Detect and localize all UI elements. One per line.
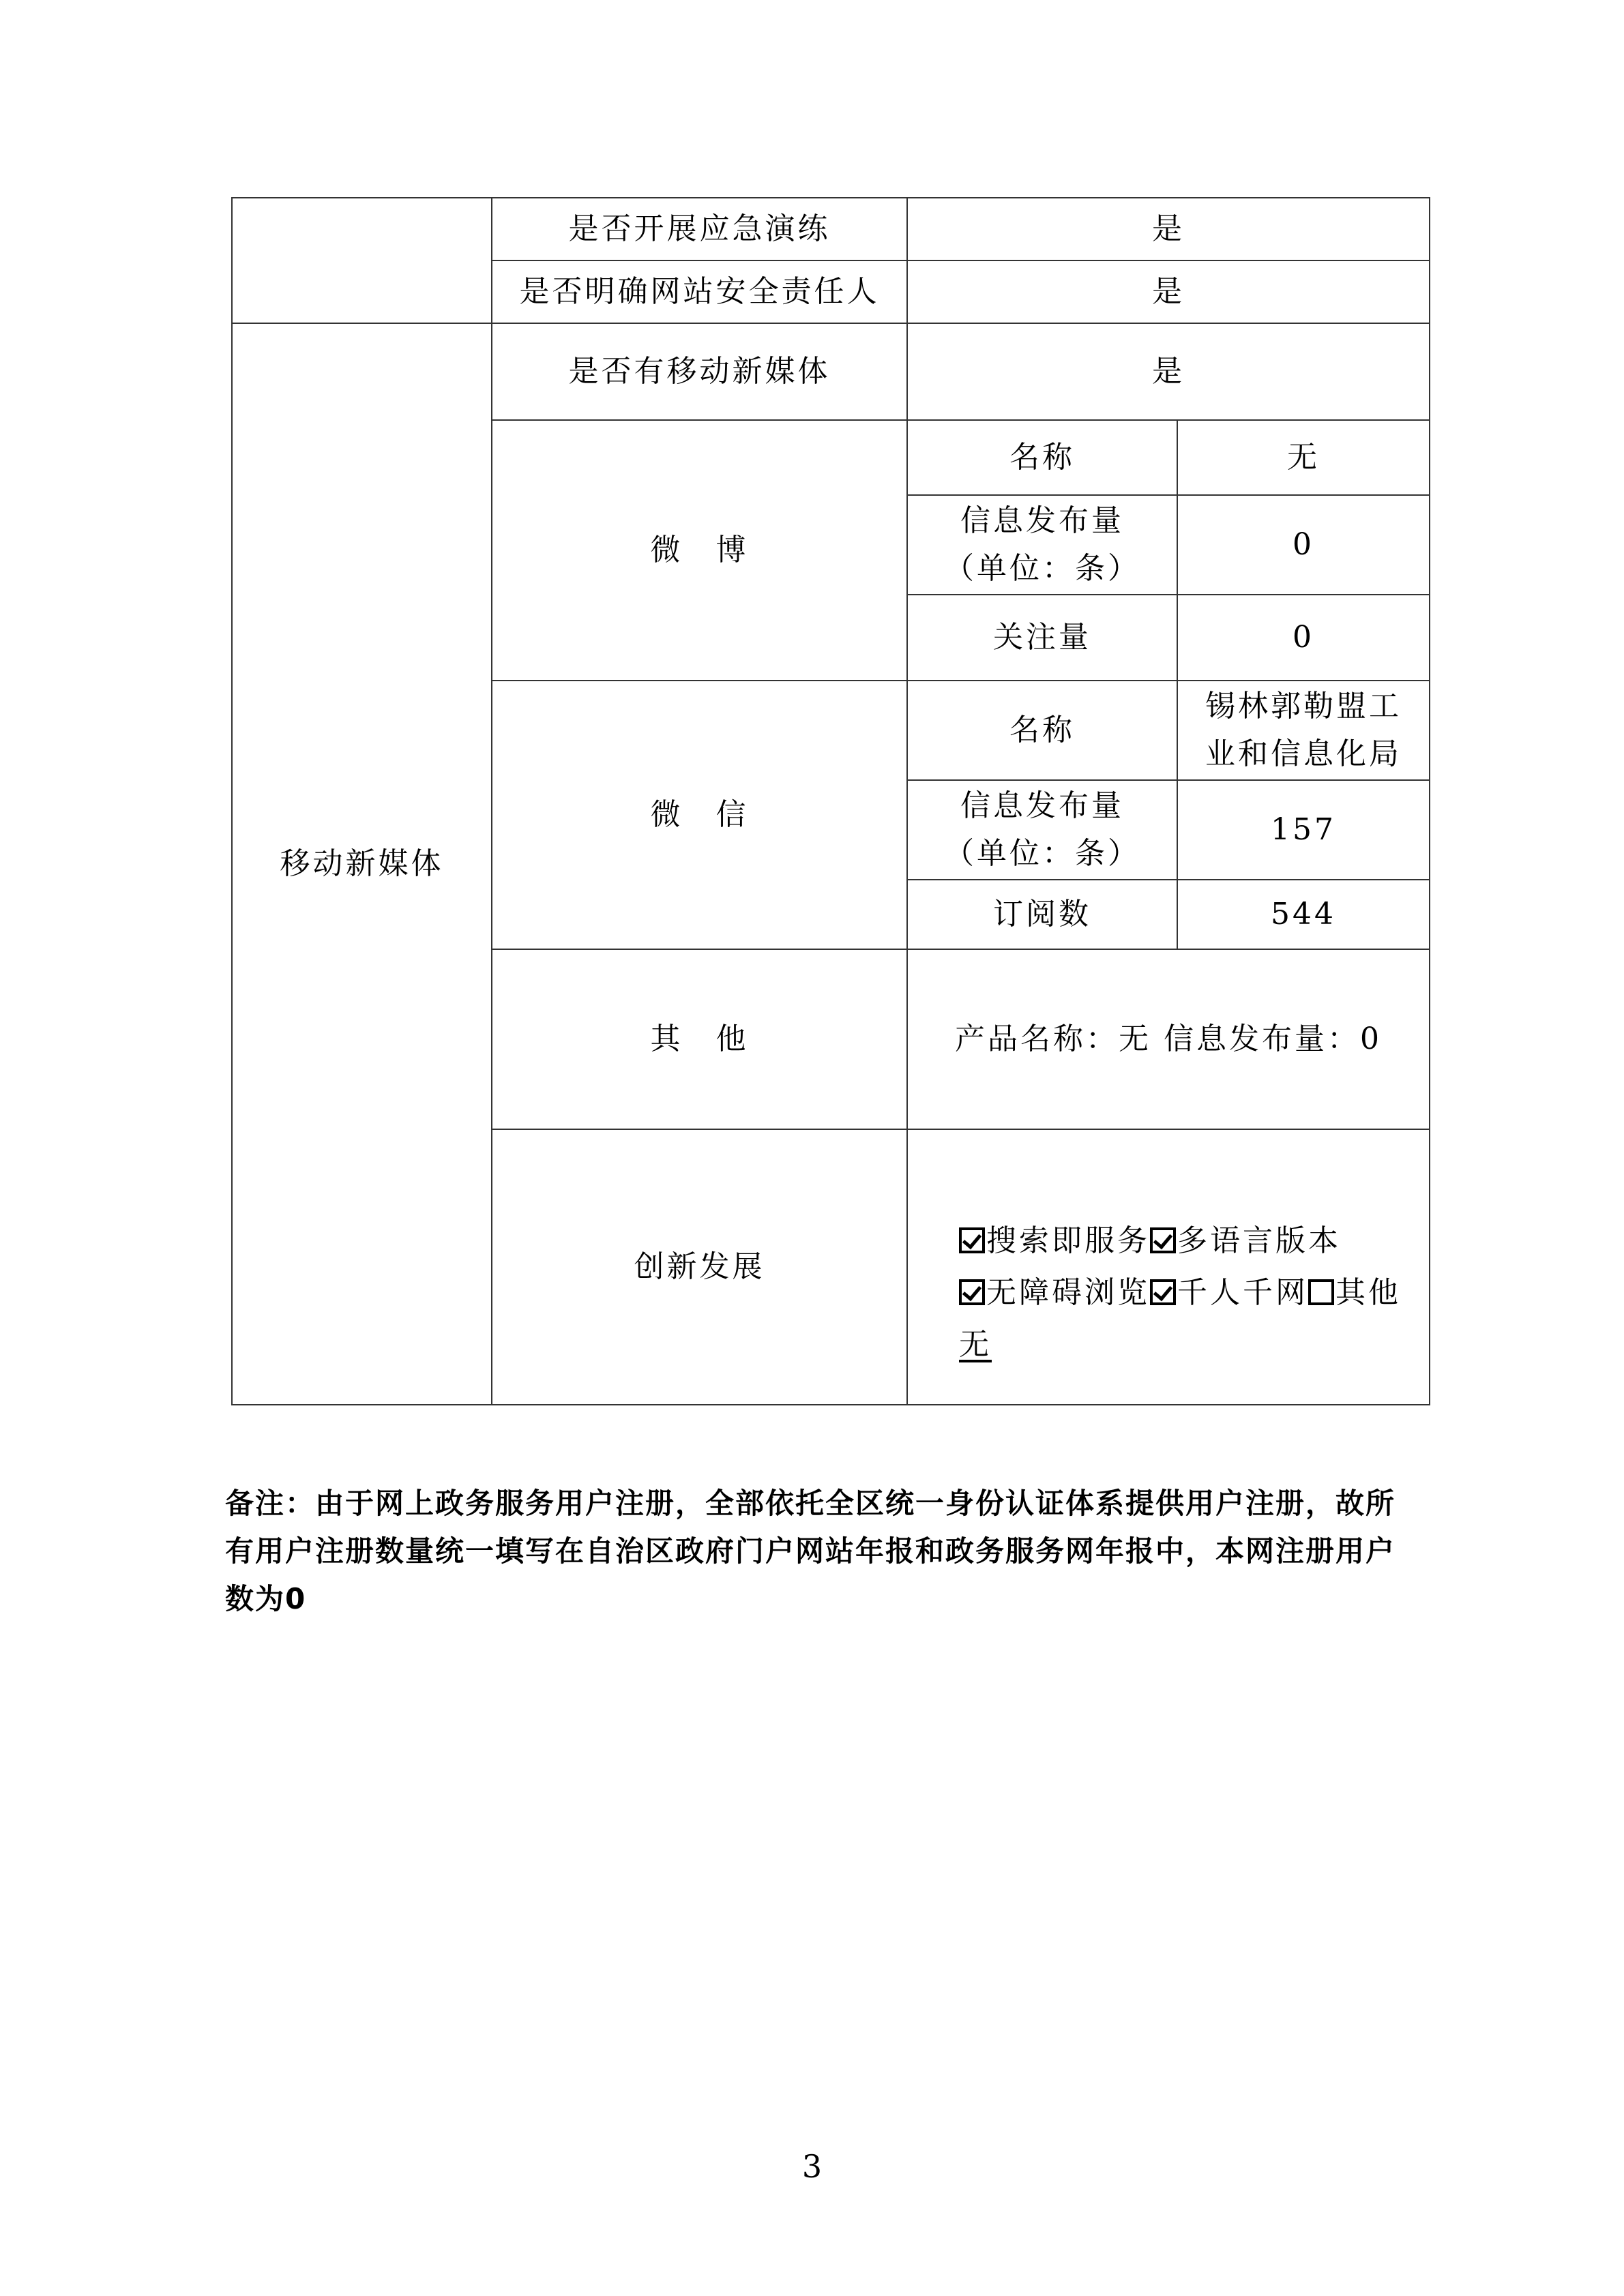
wechat-name-label: 名称 [907,681,1177,780]
drill-label: 是否开展应急演练 [492,198,907,260]
innovation-option-multilang[interactable] [1150,1215,1341,1267]
wechat-name-line1: 锡林郭勒盟工 [1205,689,1402,724]
checkbox-checked-icon[interactable] [959,1279,985,1305]
wechat-name-value [1177,681,1430,780]
security-officer-value: 是 [907,260,1430,323]
wechat-name-line2: 业和信息化局 [1205,736,1402,771]
checkbox-unchecked-icon[interactable] [1308,1279,1334,1305]
mobile-media-section-label: 移动新媒体 [232,323,492,1405]
weibo-label: 微 博 [492,420,907,681]
checkbox-checked-icon[interactable] [1150,1279,1176,1305]
page-number: 3 [801,2148,823,2185]
option-label: 搜索即服务 [986,1223,1150,1258]
wechat-subs-value: 544 [1177,880,1430,949]
wechat-posts-label-line2: （单位：条） [944,836,1140,871]
innovation-other-value: 无 [959,1327,992,1362]
wechat-posts-label-line1: 信息发布量 [960,788,1124,823]
weibo-posts-label [907,495,1177,595]
weibo-followers-value: 0 [1177,595,1430,681]
innovation-option-search[interactable] [959,1215,1150,1267]
drill-value: 是 [907,198,1430,260]
innovation-option-accessibility[interactable] [959,1267,1150,1319]
wechat-posts-value: 157 [1177,780,1430,880]
has-mobile-label: 是否有移动新媒体 [492,323,907,420]
innovation-option-personalized[interactable] [1150,1267,1308,1319]
table-row [232,323,1430,420]
footnote: 备注：由于网上政务服务用户注册，全部依托全区统一身份认证体系提供用户注册，故所有用户注册数量统一填写在自治区政府门户网站年报和政务服务网年报中，本网注册用户数为0 [225,1487,1396,1615]
innovation-option-other[interactable] [1308,1267,1401,1319]
checkbox-checked-icon[interactable] [1150,1227,1176,1253]
checkbox-checked-icon[interactable] [959,1227,985,1253]
weibo-name-label: 名称 [907,420,1177,495]
section-cell-blank [232,198,492,323]
website-report-table [231,197,1430,1405]
weibo-posts-value: 0 [1177,495,1430,595]
innovation-label: 创新发展 [492,1129,907,1405]
weibo-posts-label-line2: （单位：条） [944,551,1140,586]
weibo-name-value: 无 [1177,420,1430,495]
has-mobile-value: 是 [907,323,1430,420]
wechat-posts-label [907,780,1177,880]
table-row [232,198,1430,260]
other-media-value: 产品名称：无 信息发布量：0 [907,949,1430,1129]
wechat-label: 微 信 [492,681,907,949]
other-media-label: 其 他 [492,949,907,1129]
innovation-options [959,1215,1429,1319]
weibo-posts-label-line1: 信息发布量 [960,503,1124,538]
wechat-subs-label: 订阅数 [907,880,1177,949]
option-label: 其他 [1335,1275,1401,1310]
option-label: 多语言版本 [1177,1223,1341,1258]
option-label: 无障碍浏览 [986,1275,1150,1310]
security-officer-label: 是否明确网站安全责任人 [492,260,907,323]
weibo-followers-label: 关注量 [907,595,1177,681]
option-label: 千人千网 [1177,1275,1308,1310]
innovation-options-cell [907,1129,1430,1405]
